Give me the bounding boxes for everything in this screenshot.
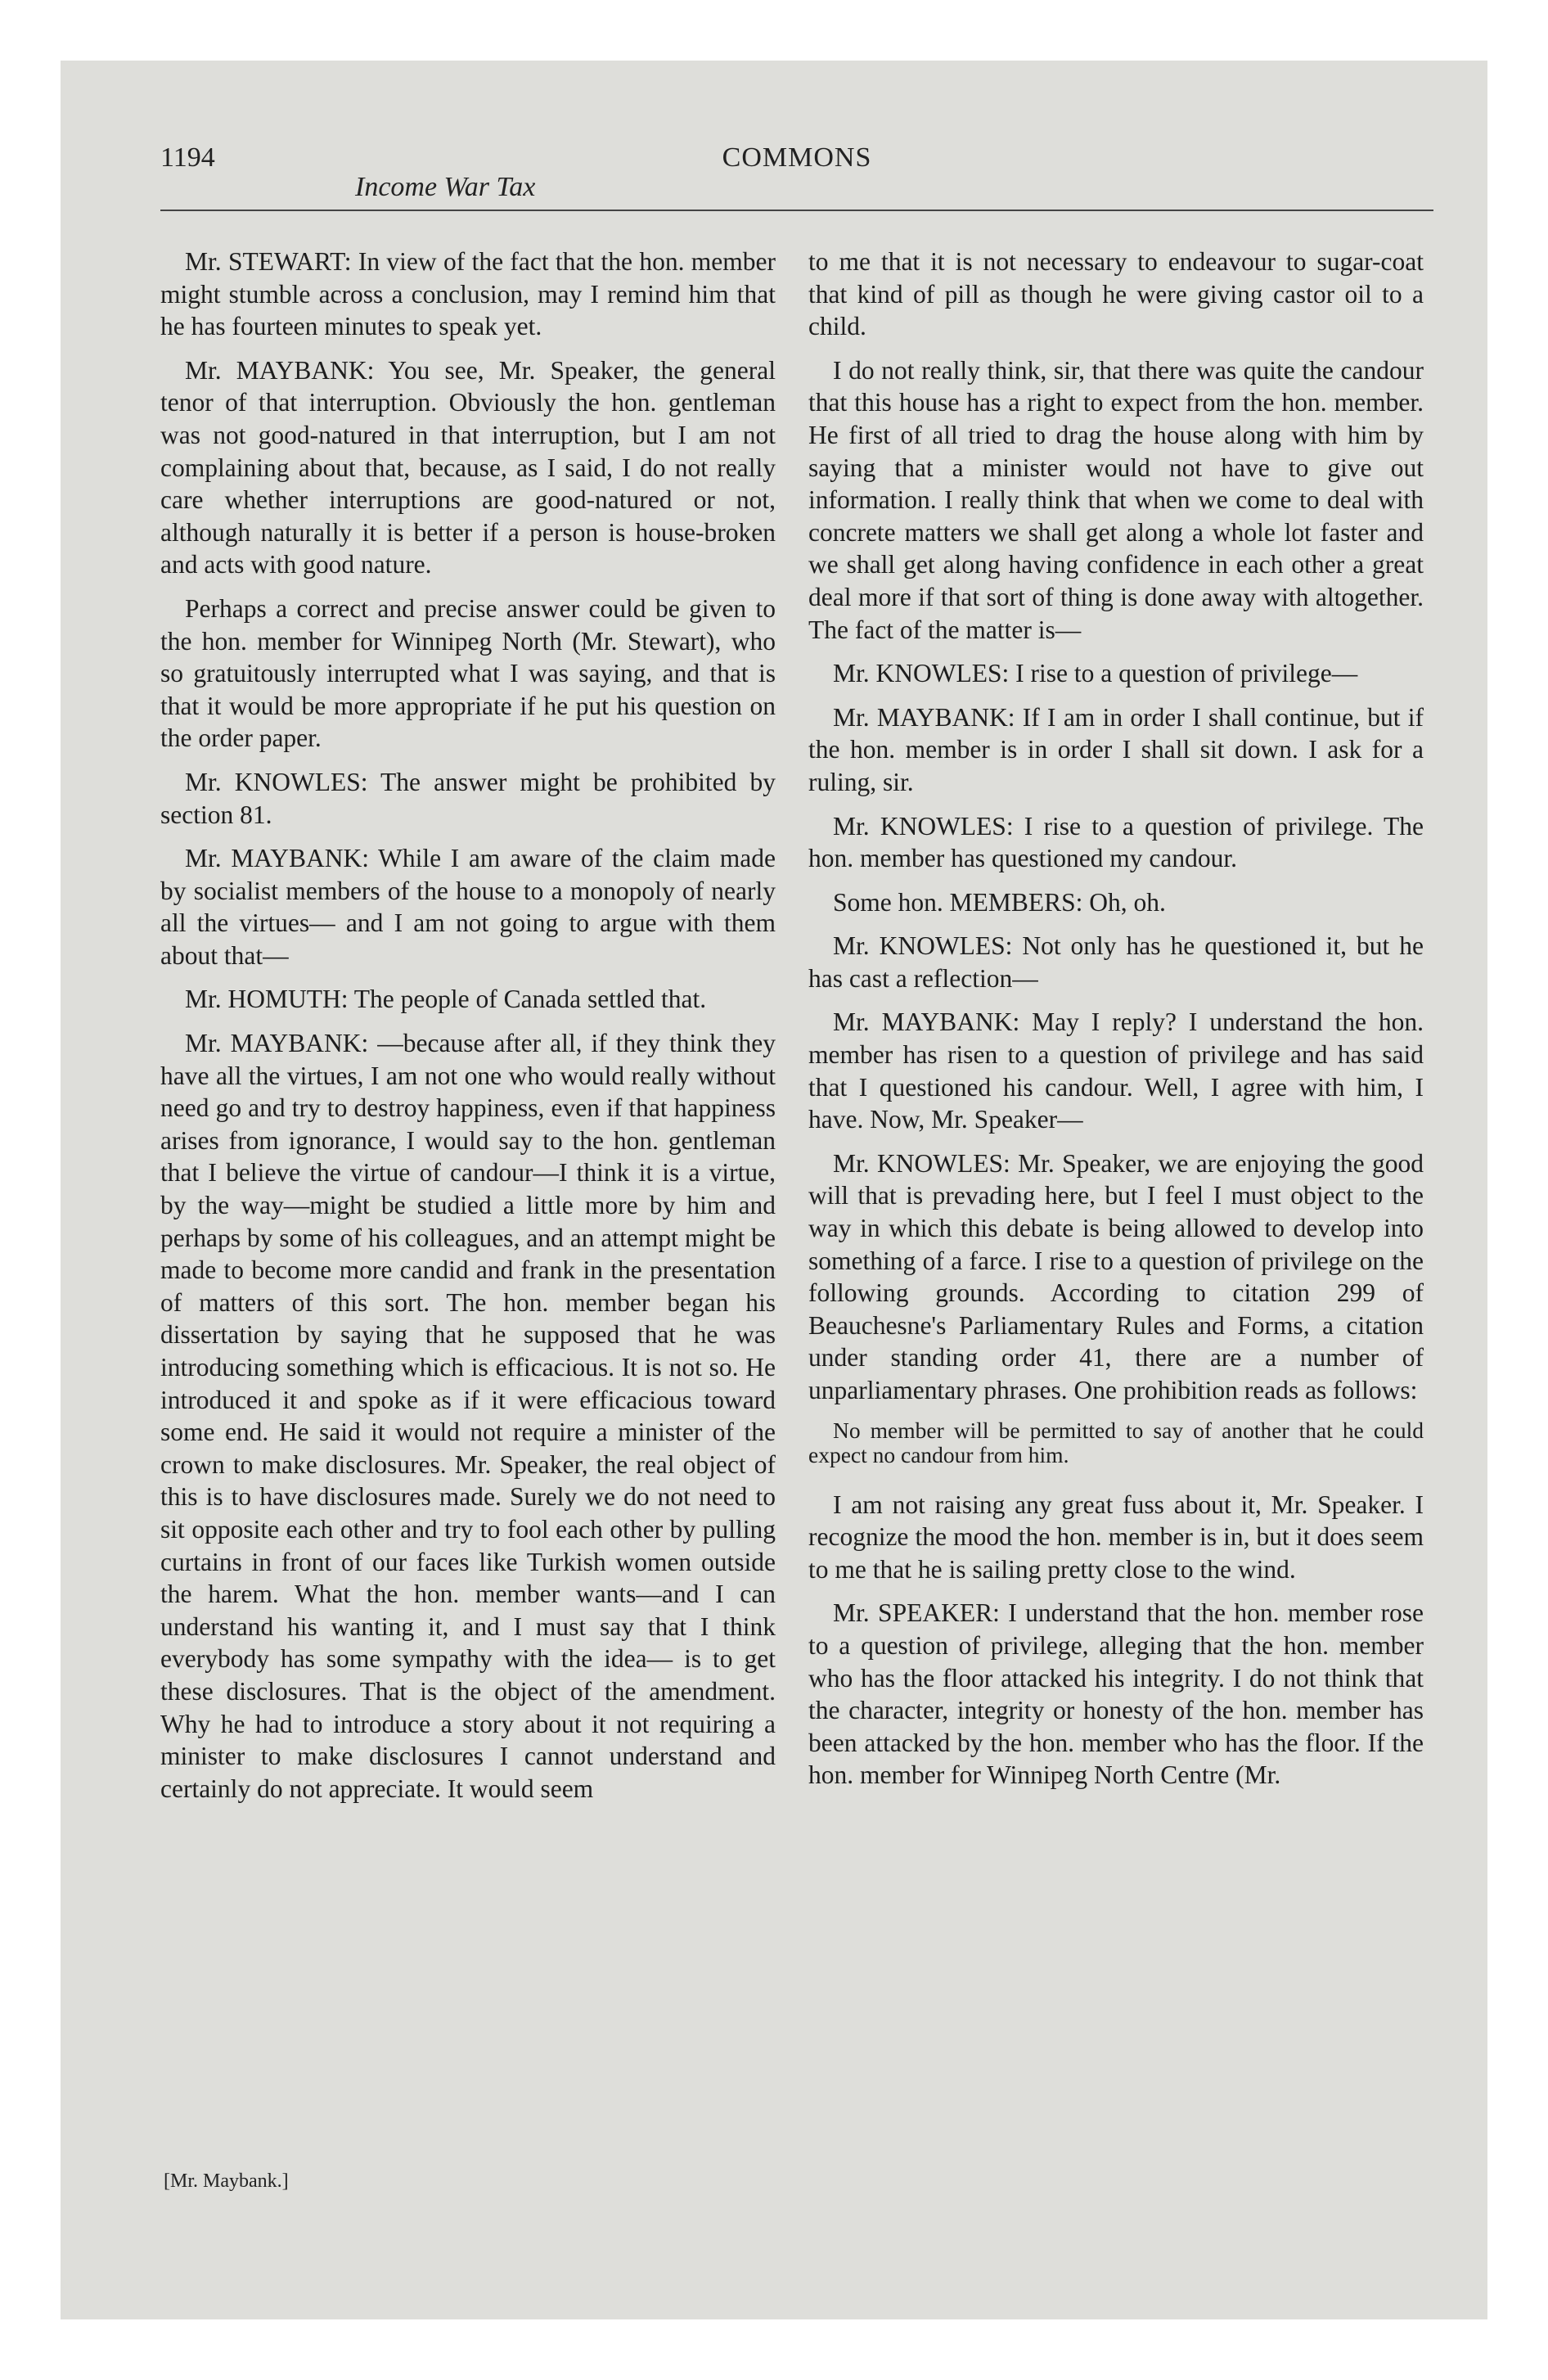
- paragraph: Mr. MAYBANK: You see, Mr. Speaker, the general tenor of that interruption. Obviously the hon. gentleman was not good-natured in that interruption, but I am not complaining about that, because, as I said, I do not really care whether interruptions are good-natured or not, although naturally it is better if a person is house-broken and acts with good nature.: [160, 355, 776, 579]
- paragraph: Mr. STEWART: In view of the fact that the hon. member might stumble across a conclusion, may I remind him that he has fourteen minutes to speak yet.: [160, 247, 776, 341]
- paragraph: Mr. KNOWLES: Mr. Speaker, we are enjoying the good will that is prevading here, but I feel I must object to the way in which this debate is being allowed to develop into something of a farce. I rise to a question of privilege on the following grounds. According to citation 299 of Beauchesne's Parliamentary Rules and Forms, a citation under standing order 41, there are a number of unparliamentary phrases. One prohibition reads as follows:: [808, 1148, 1424, 1404]
- paragraph: Mr. KNOWLES: I rise to a question of privilege. The hon. member has questioned my candour.: [808, 811, 1424, 873]
- paragraph: Mr. KNOWLES: The answer might be prohibited by section 81.: [160, 767, 776, 829]
- section-title: COMMONS: [722, 142, 872, 173]
- page-header: [160, 139, 1433, 213]
- page-number: 1194: [160, 142, 215, 173]
- paragraph: Perhaps a correct and precise answer could be given to the hon. member for Winnipeg North (Mr. Stewart), who so gratuitously interrupted what I was saying, and that is that it would be more appropriate if he put his question on the order paper.: [160, 593, 776, 753]
- right-column: [808, 246, 1424, 1803]
- header-rule: [160, 210, 1433, 211]
- paragraph: Mr. MAYBANK: —because after all, if they think they have all the virtues, I am not one who would really without need go and try to destroy happiness, even if that happiness arises from ignorance, I would say to the hon. gentleman that I believe the virtue of candour—I think it is a virtue, by the way—might be studied a little more by him and perhaps by some of his colleagues, and an attempt might be made to become more candid and frank in the presentation of matters of this sort. The hon. member began his dissertation by saying that he supposed that he was introducing something which is efficacious. It is not so. He introduced it and spoke as if it were efficacious toward some end. He said it would not require a minister of the crown to make disclosures. Mr. Speaker, the real object of this is to have disclosures made. Surely we do not need to sit opposite each other and try to fool each other by pulling curtains in front of our faces like Turkish women outside the harem. What the hon. member wants—and I can understand his wanting it, and I must say that I think everybody has some sympathy with the idea— is to get these disclosures. That is the object of the amendment. Why he had to introduce a story about it not requiring a minister to make disclosures I cannot understand and certainly do not appreciate. It would seem: [160, 1029, 776, 1803]
- paragraph: I am not raising any great fuss about it, Mr. Speaker. I recognize the mood the hon. member is in, but it does seem to me that he is sailing pretty close to the wind.: [808, 1490, 1424, 1584]
- paragraph: Mr. SPEAKER: I understand that the hon. member rose to a question of privilege, alleging that the hon. member who has the floor attacked his integrity. I do not think that the character, integrity or honesty of the hon. member has been attacked by the hon. member who has the floor. If the hon. member for Winnipeg North Centre (Mr.: [808, 1598, 1424, 1790]
- paragraph: Some hon. MEMBERS: Oh, oh.: [833, 887, 1166, 917]
- running-subject: Income War Tax: [355, 172, 536, 202]
- paragraph: I do not really think, sir, that there was quite the candour that this house has a right to expect from the hon. member. He first of all tried to drag the house along with him by saying that a minister would not have to give out information. I really think that when we come to deal with concrete matters we shall get along a whole lot faster and we shall get along having confidence in each other a great deal more if that sort of thing is done away with altogether. The fact of the matter is—: [808, 355, 1424, 644]
- block-quote: No member will be permitted to say of another that he could expect no candour from him.: [808, 1417, 1424, 1467]
- left-column: [160, 246, 776, 1816]
- paragraph: to me that it is not necessary to endeavour to sugar-coat that kind of pill as though he were giving castor oil to a child.: [808, 247, 1424, 341]
- speaker-reference: [Mr. Maybank.]: [164, 2170, 289, 2192]
- paragraph: Mr. MAYBANK: May I reply? I understand the hon. member has risen to a question of privilege and has said that I questioned his candour. Well, I agree with him, I have. Now, Mr. Speaker—: [808, 1007, 1424, 1134]
- paragraph: Mr. MAYBANK: While I am aware of the claim made by socialist members of the house to a monopoly of nearly all the virtues— and I am not going to argue with them about that—: [160, 844, 776, 970]
- paragraph: Mr. HOMUTH: The people of Canada settled that.: [185, 985, 707, 1014]
- paragraph: Mr. KNOWLES: Not only has he questioned it, but he has cast a reflection—: [808, 931, 1424, 993]
- paragraph: Mr. KNOWLES: I rise to a question of privilege—: [833, 659, 1358, 688]
- paragraph: Mr. MAYBANK: If I am in order I shall continue, but if the hon. member is in order I shall sit down. I ask for a ruling, sir.: [808, 702, 1424, 796]
